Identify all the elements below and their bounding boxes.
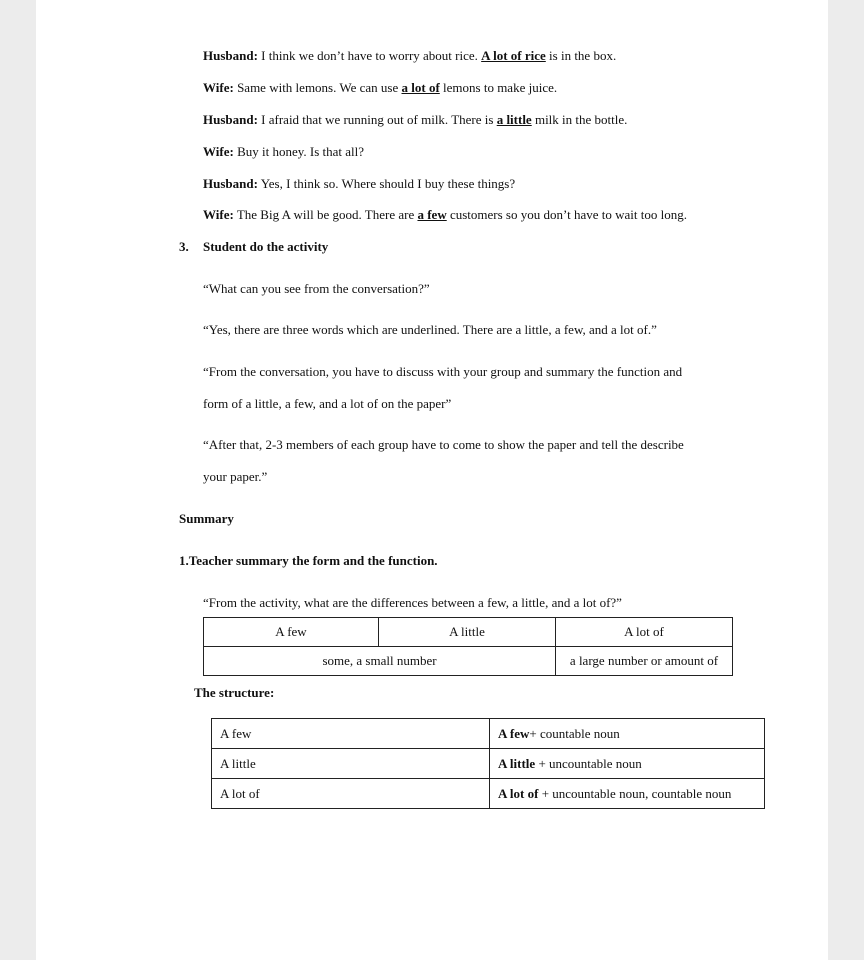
speaker-label: Wife: xyxy=(203,144,234,159)
speaker-label: Husband: xyxy=(203,112,258,127)
structure-rule: A little + uncountable noun xyxy=(490,749,765,779)
quote-3-line-1: “From the conversation, you have to discuss with your group and summary the function and xyxy=(203,364,683,379)
comparison-table xyxy=(203,617,733,676)
speaker-label: Wife: xyxy=(203,80,234,95)
table-row xyxy=(212,749,765,779)
quote-1: “What can you see from the conversation?” xyxy=(203,281,430,296)
header-a-little: A little xyxy=(379,618,556,647)
quote-2: “Yes, there are three words which are underlined. There are a little, a few, and a lot of.” xyxy=(203,322,657,337)
structure-rule: A few+ countable noun xyxy=(490,719,765,749)
table-row xyxy=(204,647,733,676)
dialogue-text: customers so you don’t have to wait too long. xyxy=(446,207,687,222)
dialogue-line-6 xyxy=(203,207,687,223)
meaning-large: a large number or amount of xyxy=(556,647,733,676)
differences-quote: “From the activity, what are the differences between a few, a little, and a lot of?” xyxy=(203,595,622,610)
step-3-heading xyxy=(179,239,329,255)
header-a-lot-of: A lot of xyxy=(556,618,733,647)
document-page xyxy=(36,0,828,960)
step-title: Student do the activity xyxy=(203,239,329,254)
structure-term: A little xyxy=(212,749,490,779)
dialogue-text: The Big A will be good. There are xyxy=(233,207,418,222)
speaker-label: Husband: xyxy=(203,176,258,191)
dialogue-line-2 xyxy=(203,80,557,96)
dialogue-text: I think we don’t have to worry about rice. xyxy=(257,48,482,63)
speaker-label: Wife: xyxy=(203,207,234,222)
dialogue-text: is in the box. xyxy=(545,48,617,63)
structure-table xyxy=(211,718,765,809)
meaning-small: some, a small number xyxy=(204,647,556,676)
quote-4-line-2: your paper.” xyxy=(203,469,268,484)
underlined-phrase: A lot of rice xyxy=(481,48,546,63)
structure-heading: The structure: xyxy=(194,685,275,700)
dialogue-text: I afraid that we running out of milk. There is xyxy=(257,112,497,127)
table-row xyxy=(212,779,765,809)
structure-rule: A lot of + uncountable noun, countable noun xyxy=(490,779,765,809)
underlined-phrase: a lot of xyxy=(401,80,440,95)
quote-3-line-2: form of a little, a few, and a lot of on the paper” xyxy=(203,396,452,411)
dialogue-text: Yes, I think so. Where should I buy these things? xyxy=(257,176,516,191)
dialogue-text: Same with lemons. We can use xyxy=(233,80,402,95)
structure-term: A few xyxy=(212,719,490,749)
table-row xyxy=(204,618,733,647)
step-number: 3. xyxy=(179,239,189,254)
underlined-phrase: a few xyxy=(417,207,447,222)
teacher-summary-heading: 1.Teacher summary the form and the function. xyxy=(179,553,438,568)
table-row xyxy=(212,719,765,749)
header-a-few: A few xyxy=(204,618,379,647)
dialogue-line-1 xyxy=(203,48,616,64)
dialogue-text: lemons to make juice. xyxy=(439,80,558,95)
structure-term: A lot of xyxy=(212,779,490,809)
summary-heading: Summary xyxy=(179,511,234,526)
underlined-phrase: a little xyxy=(496,112,532,127)
dialogue-line-5 xyxy=(203,176,515,192)
dialogue-line-4 xyxy=(203,144,364,160)
dialogue-text: Buy it honey. Is that all? xyxy=(233,144,365,159)
dialogue-text: milk in the bottle. xyxy=(531,112,628,127)
dialogue-line-3 xyxy=(203,112,627,128)
speaker-label: Husband: xyxy=(203,48,258,63)
quote-4-line-1: “After that, 2-3 members of each group have to come to show the paper and tell the describe xyxy=(203,437,684,452)
